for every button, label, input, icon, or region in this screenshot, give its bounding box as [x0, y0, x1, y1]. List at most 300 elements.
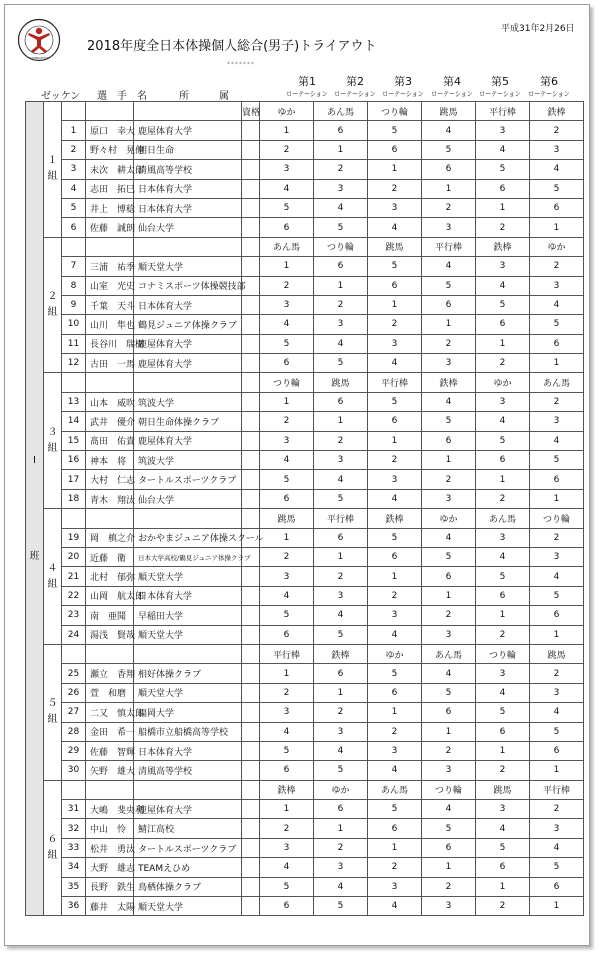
rotation-order: 6 — [368, 412, 422, 431]
rotation-order: 5 — [368, 800, 422, 819]
rotation-order: 3 — [368, 470, 422, 489]
rotation-order: 4 — [314, 741, 368, 760]
apparatus-header: 平行棒 — [314, 509, 368, 528]
athlete-name: 山室 光史 — [86, 276, 134, 295]
rotation-order: 1 — [368, 703, 422, 722]
athlete-name: 大村 仁志 — [86, 470, 134, 489]
rotation-order: 1 — [530, 489, 584, 508]
rotation-order: 2 — [422, 334, 476, 353]
athlete-row — [26, 315, 584, 334]
group-label: １ 組 — [44, 102, 62, 238]
bib-number: 29 — [62, 741, 86, 760]
apparatus-header: 鉄棒 — [314, 644, 368, 663]
rotation-order: 6 — [314, 664, 368, 683]
rotation-order: 6 — [476, 315, 530, 334]
apparatus-header: つり輪 — [260, 373, 314, 392]
athlete-name: 北村 郁弥 — [86, 567, 134, 586]
rotation-order: 5 — [260, 877, 314, 896]
blank-cell — [134, 373, 242, 392]
rotation-order: 1 — [368, 567, 422, 586]
rotation-table — [25, 101, 584, 916]
athlete-name: 長野 鉄生 — [86, 877, 134, 896]
blank-cell — [62, 509, 86, 528]
affiliation: 日本体育大学 — [134, 586, 242, 605]
apparatus-header: 跳馬 — [422, 102, 476, 121]
athlete-name: 武井 優介 — [86, 412, 134, 431]
athlete-name: 長谷川 瑞樹 — [86, 334, 134, 353]
rotation-order: 5 — [530, 858, 584, 877]
rotation-order: 6 — [530, 741, 584, 760]
rotation-number: 第2 — [346, 75, 364, 88]
rotation-order: 5 — [422, 547, 476, 566]
athlete-row — [26, 800, 584, 819]
rotation-order: 3 — [476, 257, 530, 276]
rotation-order: 1 — [314, 276, 368, 295]
athlete-name: 原口 幸大 — [86, 121, 134, 140]
bib-number: 3 — [62, 160, 86, 179]
rotation-order: 1 — [314, 819, 368, 838]
affiliation: 鹿屋体育大学 — [134, 354, 242, 373]
rotation-header-3 — [378, 76, 428, 100]
affiliation: 日本体育大学 — [134, 179, 242, 198]
rotation-order: 3 — [260, 567, 314, 586]
bib-number: 16 — [62, 451, 86, 470]
bib-number: 18 — [62, 489, 86, 508]
athlete-row — [26, 897, 584, 916]
rotation-order: 2 — [368, 179, 422, 198]
rotation-order: 1 — [314, 547, 368, 566]
affiliation: 筑波大学 — [134, 451, 242, 470]
athlete-row — [26, 877, 584, 896]
rotation-order: 3 — [368, 606, 422, 625]
rotation-order: 5 — [260, 198, 314, 217]
rotation-order: 4 — [422, 800, 476, 819]
svg-text:GYMNASTICS: GYMNASTICS — [29, 56, 49, 60]
rotation-order: 4 — [530, 567, 584, 586]
rotation-order: 4 — [368, 489, 422, 508]
rotation-header-5 — [475, 76, 525, 100]
athlete-name: 南 亜聞 — [86, 606, 134, 625]
rotation-header-4 — [427, 76, 477, 100]
apparatus-header: 鉄棒 — [422, 373, 476, 392]
apparatus-header: 平行棒 — [422, 237, 476, 256]
athlete-name: 矢野 雄大 — [86, 761, 134, 780]
qualification-header — [242, 509, 260, 528]
bib-number: 6 — [62, 218, 86, 237]
rotation-order: 6 — [422, 160, 476, 179]
group-label: ５ 組 — [44, 644, 62, 780]
rotation-order: 6 — [260, 625, 314, 644]
apparatus-header: 鉄棒 — [476, 237, 530, 256]
blank-cell — [134, 509, 242, 528]
apparatus-header: 跳馬 — [260, 509, 314, 528]
athlete-name: 野々村 晃他 — [86, 140, 134, 159]
affiliation: おかやまジュニア体操スクール — [134, 528, 242, 547]
rotation-order: 5 — [476, 160, 530, 179]
bib-number: 2 — [62, 140, 86, 159]
athlete-row — [26, 257, 584, 276]
athlete-row — [26, 838, 584, 857]
qualification-cell — [242, 431, 260, 450]
rotation-order: 3 — [530, 819, 584, 838]
rotation-order: 5 — [368, 664, 422, 683]
rotation-order: 1 — [260, 528, 314, 547]
bib-number: 23 — [62, 606, 86, 625]
athlete-name: 三浦 祐季 — [86, 257, 134, 276]
athlete-row — [26, 567, 584, 586]
rotation-order: 2 — [422, 741, 476, 760]
group-label: ４ 組 — [44, 509, 62, 645]
qualification-cell — [242, 295, 260, 314]
rotation-order: 1 — [368, 431, 422, 450]
group-apparatus-row — [26, 102, 584, 121]
rotation-order: 5 — [530, 451, 584, 470]
bib-number: 22 — [62, 586, 86, 605]
rotation-order: 1 — [422, 586, 476, 605]
rotation-order: 5 — [368, 392, 422, 411]
rotation-order: 5 — [314, 218, 368, 237]
rotation-order: 1 — [260, 664, 314, 683]
bib-number: 31 — [62, 800, 86, 819]
athlete-row — [26, 819, 584, 838]
qualification-cell — [242, 703, 260, 722]
rotation-order: 3 — [530, 683, 584, 702]
athlete-name: 髙田 佑貴 — [86, 431, 134, 450]
rotation-order: 1 — [530, 897, 584, 916]
apparatus-header: 鉄棒 — [260, 780, 314, 799]
rotation-order: 2 — [314, 703, 368, 722]
athlete-name: 二又 慎太郎 — [86, 703, 134, 722]
rotation-order: 5 — [368, 121, 422, 140]
rotation-order: 6 — [422, 838, 476, 857]
bib-number: 8 — [62, 276, 86, 295]
rotation-order: 5 — [476, 838, 530, 857]
rotation-order: 6 — [530, 334, 584, 353]
affiliation: 日本体育大学 — [134, 198, 242, 217]
athlete-row — [26, 547, 584, 566]
bib-number: 30 — [62, 761, 86, 780]
apparatus-header: あん馬 — [314, 102, 368, 121]
rotation-order: 2 — [260, 412, 314, 431]
bib-number: 13 — [62, 392, 86, 411]
athlete-name: 岡 槙之介 — [86, 528, 134, 547]
rotation-order: 2 — [260, 276, 314, 295]
qualification-header — [242, 373, 260, 392]
qualification-header — [242, 237, 260, 256]
qualification-cell — [242, 625, 260, 644]
blank-cell — [62, 644, 86, 663]
rotation-order: 2 — [314, 431, 368, 450]
affiliation: 鹿屋体育大学 — [134, 800, 242, 819]
qualification-header — [242, 644, 260, 663]
qualification-cell — [242, 392, 260, 411]
rotation-order: 6 — [314, 800, 368, 819]
athlete-name: 山岡 航太郎 — [86, 586, 134, 605]
athlete-row — [26, 160, 584, 179]
rotation-order: 1 — [530, 354, 584, 373]
athlete-name: 瀬立 香翔 — [86, 664, 134, 683]
rotation-order: 4 — [530, 838, 584, 857]
rotation-number: 第4 — [443, 75, 461, 88]
rotation-number: 第3 — [394, 75, 412, 88]
rotation-order: 2 — [260, 547, 314, 566]
rotation-order: 5 — [530, 315, 584, 334]
qualification-cell — [242, 179, 260, 198]
rotation-order: 2 — [422, 198, 476, 217]
apparatus-header: つり輪 — [530, 509, 584, 528]
rotation-order: 6 — [422, 703, 476, 722]
rotation-order: 4 — [530, 295, 584, 314]
rotation-order: 6 — [314, 528, 368, 547]
athlete-name: 大嶋 斐央利 — [86, 800, 134, 819]
rotation-order: 6 — [314, 392, 368, 411]
rotation-order: 5 — [368, 257, 422, 276]
rotation-order: 1 — [530, 761, 584, 780]
rotation-order: 2 — [368, 315, 422, 334]
rotation-order: 5 — [314, 897, 368, 916]
affiliation: 鯖江高校 — [134, 819, 242, 838]
qualification-cell — [242, 470, 260, 489]
athlete-name: 井上 博稔 — [86, 198, 134, 217]
rotation-order: 2 — [368, 586, 422, 605]
bib-number: 12 — [62, 354, 86, 373]
apparatus-header: 平行棒 — [476, 102, 530, 121]
rotation-order: 4 — [314, 198, 368, 217]
athlete-row — [26, 276, 584, 295]
rotation-order: 5 — [368, 528, 422, 547]
athlete-name: 佐藤 誠朗 — [86, 218, 134, 237]
rotation-order: 6 — [476, 451, 530, 470]
group-apparatus-row — [26, 373, 584, 392]
rotation-order: 4 — [476, 412, 530, 431]
athlete-name: 山川 隼也 — [86, 315, 134, 334]
rotation-order: 2 — [260, 819, 314, 838]
rotation-label: ローテーション — [286, 90, 328, 98]
athlete-name: 近藤 衛 — [86, 547, 134, 566]
rotation-order: 5 — [476, 431, 530, 450]
rotation-order: 1 — [368, 838, 422, 857]
athlete-row — [26, 703, 584, 722]
rotation-order: 1 — [260, 392, 314, 411]
rotation-order: 3 — [314, 451, 368, 470]
bib-number: 5 — [62, 198, 86, 217]
document-title: 2018年度全日本体操個人総合(男子)トライアウト — [87, 39, 377, 54]
apparatus-header: ゆか — [422, 509, 476, 528]
rotation-order: 1 — [368, 295, 422, 314]
ban-label: Ⅰ 班 — [26, 102, 44, 916]
blank-cell — [86, 237, 134, 256]
rotation-order: 5 — [314, 489, 368, 508]
rotation-order: 2 — [530, 257, 584, 276]
athlete-row — [26, 451, 584, 470]
apparatus-header: ゆか — [260, 102, 314, 121]
affiliation: 相好体操クラブ — [134, 664, 242, 683]
rotation-order: 3 — [422, 625, 476, 644]
rotation-order: 2 — [476, 761, 530, 780]
rotation-order: 6 — [422, 295, 476, 314]
affiliation: TEAMえひめ — [134, 858, 242, 877]
rotation-order: 5 — [422, 140, 476, 159]
rotation-header-2 — [330, 76, 380, 100]
bib-number: 7 — [62, 257, 86, 276]
rotation-order: 6 — [368, 819, 422, 838]
rotation-order: 3 — [530, 140, 584, 159]
document-date: 平成31年2月26日 — [501, 24, 575, 34]
athlete-row — [26, 198, 584, 217]
apparatus-header: あん馬 — [422, 644, 476, 663]
bib-number: 35 — [62, 877, 86, 896]
affiliation: 日本体育大学 — [134, 295, 242, 314]
rotation-order: 5 — [476, 703, 530, 722]
athlete-row — [26, 392, 584, 411]
rotation-order: 2 — [530, 528, 584, 547]
athlete-row — [26, 683, 584, 702]
blank-cell — [62, 237, 86, 256]
rotation-order: 5 — [314, 625, 368, 644]
qualification-cell — [242, 897, 260, 916]
affiliation: 仙台大学 — [134, 489, 242, 508]
athlete-row — [26, 470, 584, 489]
affiliation: 清風高等学校 — [134, 761, 242, 780]
rotation-order: 6 — [260, 489, 314, 508]
rotation-order: 6 — [368, 547, 422, 566]
blank-cell — [134, 780, 242, 799]
col-header-affiliation: 所 属 — [179, 91, 229, 102]
athlete-name: 青木 翔汰 — [86, 489, 134, 508]
bib-number: 17 — [62, 470, 86, 489]
rotation-order: 6 — [260, 354, 314, 373]
rotation-order: 2 — [422, 470, 476, 489]
affiliation: 筑波大学 — [134, 392, 242, 411]
rotation-order: 3 — [476, 800, 530, 819]
rotation-order: 5 — [422, 683, 476, 702]
blank-cell — [62, 780, 86, 799]
rotation-order: 2 — [314, 567, 368, 586]
rotation-order: 3 — [314, 315, 368, 334]
qualification-cell — [242, 606, 260, 625]
rotation-order: 4 — [314, 606, 368, 625]
rotation-order: 4 — [530, 431, 584, 450]
rotation-label: ローテーション — [382, 90, 424, 98]
rotation-order: 3 — [368, 334, 422, 353]
affiliation: 鳥栖体操クラブ — [134, 877, 242, 896]
rotation-order: 3 — [476, 528, 530, 547]
affiliation: 日本大学高校/鶴見ジュニア体操クラブ — [134, 547, 242, 566]
qualification-cell — [242, 354, 260, 373]
rotation-order: 3 — [476, 121, 530, 140]
col-header-zekken: ゼッケン — [41, 91, 81, 102]
rotation-order: 2 — [260, 140, 314, 159]
athlete-row — [26, 761, 584, 780]
rotation-header-1 — [282, 76, 332, 100]
rotation-order: 3 — [530, 412, 584, 431]
rotation-order: 4 — [368, 354, 422, 373]
apparatus-header: つり輪 — [422, 780, 476, 799]
rotation-order: 5 — [530, 722, 584, 741]
rotation-number: 第6 — [540, 75, 558, 88]
blank-cell — [62, 373, 86, 392]
group-apparatus-row — [26, 780, 584, 799]
athlete-row — [26, 218, 584, 237]
athlete-row — [26, 722, 584, 741]
rotation-order: 6 — [314, 257, 368, 276]
rotation-order: 3 — [530, 547, 584, 566]
rotation-number: 第5 — [491, 75, 509, 88]
athlete-row — [26, 858, 584, 877]
qualification-header — [242, 780, 260, 799]
apparatus-header: ゆか — [530, 237, 584, 256]
rotation-order: 2 — [368, 858, 422, 877]
athlete-row — [26, 586, 584, 605]
rotation-order: 2 — [422, 877, 476, 896]
rotation-order: 6 — [368, 276, 422, 295]
athlete-name: 千葉 天斗 — [86, 295, 134, 314]
athlete-name: 藤井 太陽 — [86, 897, 134, 916]
rotation-order: 4 — [476, 819, 530, 838]
rotation-order: 3 — [422, 218, 476, 237]
affiliation: 順天堂大学 — [134, 567, 242, 586]
qualification-cell — [242, 489, 260, 508]
apparatus-header: 跳馬 — [530, 644, 584, 663]
rotation-order: 4 — [422, 257, 476, 276]
rotation-order: 5 — [314, 761, 368, 780]
athlete-row — [26, 179, 584, 198]
rotation-order: 3 — [314, 722, 368, 741]
rotation-order: 3 — [260, 703, 314, 722]
rotation-order: 3 — [314, 586, 368, 605]
qualification-cell — [242, 683, 260, 702]
blank-cell — [86, 509, 134, 528]
rotation-order: 3 — [476, 664, 530, 683]
apparatus-header: ゆか — [314, 780, 368, 799]
rotation-order: 6 — [476, 722, 530, 741]
bib-number: 15 — [62, 431, 86, 450]
rotation-order: 4 — [260, 722, 314, 741]
athlete-row — [26, 741, 584, 760]
rotation-order: 5 — [422, 276, 476, 295]
athlete-row — [26, 489, 584, 508]
bib-number: 19 — [62, 528, 86, 547]
rotation-order: 2 — [476, 218, 530, 237]
group-apparatus-row — [26, 237, 584, 256]
rotation-order: 1 — [422, 722, 476, 741]
rotation-order: 4 — [530, 160, 584, 179]
rotation-number: 第1 — [298, 75, 316, 88]
rotation-order: 6 — [476, 179, 530, 198]
rotation-order: 4 — [476, 547, 530, 566]
bib-number: 28 — [62, 722, 86, 741]
apparatus-header: 鉄棒 — [530, 102, 584, 121]
rotation-label: ローテーション — [334, 90, 376, 98]
blank-cell — [134, 237, 242, 256]
rotation-order: 6 — [530, 877, 584, 896]
rotation-order: 2 — [530, 664, 584, 683]
athlete-name: 金田 希一 — [86, 722, 134, 741]
gymnast-emblem-icon — [17, 18, 61, 62]
qualification-cell — [242, 761, 260, 780]
rotation-order: 4 — [476, 683, 530, 702]
athlete-name: 佐藤 智輝 — [86, 741, 134, 760]
bib-number: 11 — [62, 334, 86, 353]
rotation-order: 1 — [422, 315, 476, 334]
affiliation: コナミスポーツ体操競技部 — [134, 276, 242, 295]
affiliation: 順天堂大学 — [134, 683, 242, 702]
rotation-order: 4 — [260, 315, 314, 334]
qualification-cell — [242, 586, 260, 605]
qualification-cell — [242, 664, 260, 683]
rotation-order: 2 — [368, 451, 422, 470]
rotation-order: 3 — [260, 838, 314, 857]
